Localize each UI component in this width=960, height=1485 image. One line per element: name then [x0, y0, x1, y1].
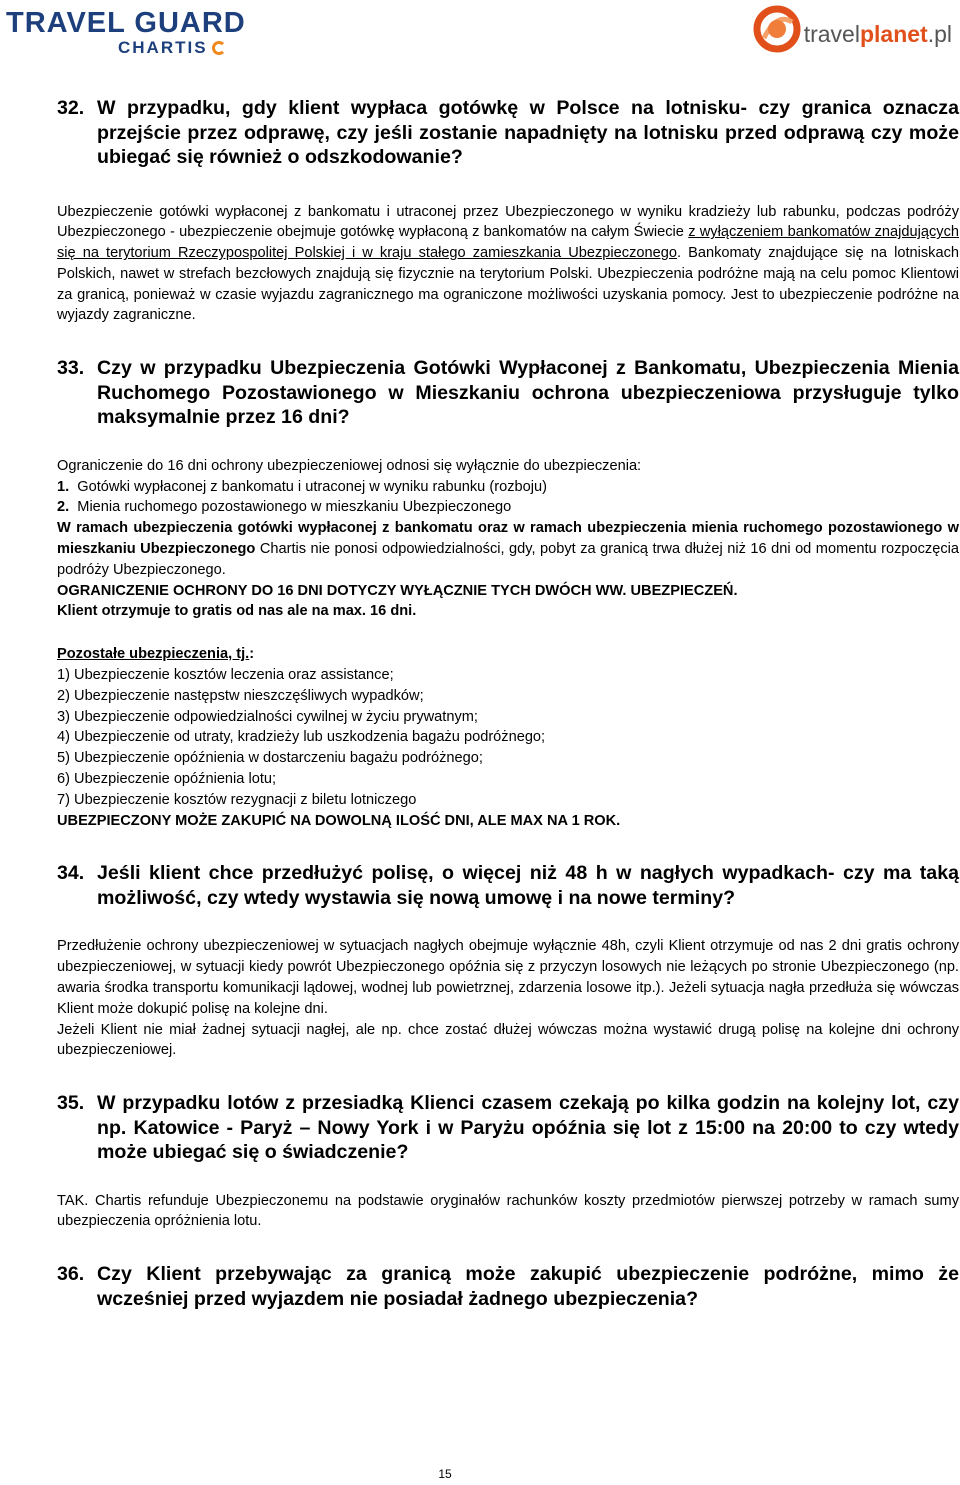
travelplanet-swirl-icon — [752, 4, 802, 54]
question-35 — [57, 1091, 959, 1165]
list-text: Gotówki wypłaconej z bankomatu i utraconej w wyniku rabunku (rozboju) — [77, 478, 547, 495]
heading-text: Pozostałe ubezpieczenia, tj. — [57, 646, 250, 663]
answer-bold-text: W ramach ubezpieczenia gotówki wypłaconej z bankomatu oraz w ramach ubezpieczenia mienia ruchomego pozostawionego w mieszkaniu Ubezpieczonego — [57, 520, 959, 557]
answer-35: TAK. Chartis refunduje Ubezpieczonemu na podstawie oryginałów rachunków koszty przedmiotów pierwszej potrzeby w ramach sumy ubezpieczenia opróżnienia lotu. — [57, 1192, 959, 1230]
question-text: Jeśli klient chce przedłużyć polisę, o więcej niż 48 h w nagłych wypadkach- czy ma taką możliwość, czy wtedy wystawia się nową umowę i na nowe terminy? — [97, 862, 959, 909]
travelplanet-accent: planet — [859, 20, 928, 47]
heading-colon: : — [249, 646, 255, 663]
travel-guard-title: TRAVEL GUARD — [6, 7, 246, 39]
answer-33-main — [57, 518, 959, 580]
caps-limitation-line: OGRANICZENIE OCHRONY DO 16 DNI DOTYCZY WYŁĄCZNIE TYCH DWÓCH WW. UBEZPIECZEŃ. — [57, 582, 738, 599]
page-header — [0, 0, 960, 60]
answer-text: Ubezpieczenie gotówki wypłaconej z bankomatu i utraconej przez Ubezpieczonego w wyniku kradzieży lub rabunku, podczas podróży Ubezpieczonego - ubezpieczenie obejmuje gotówkę wypłaconą z bankomatów na całym Świecie — [57, 203, 959, 241]
answer-text: . Bankomaty znajdujące się na lotniskach Polskich, nawet w strefach bezcłowych znajdują się fizycznie na terytorium Polski. Ubezpieczenia podróżne mają na celu pomoc Klientowi za granicą, ponieważ w czasie wyjazdu zagranicznego ma ograniczone możliwości uzyskania pomocy. Jest to ubezpieczenie podróżne na wyjazdy zagraniczne. — [57, 245, 959, 324]
travelplanet-suffix: .pl — [927, 20, 952, 47]
question-32 — [57, 96, 959, 170]
other-insurance-item: 6) Ubezpieczenie opóźnienia lotu; — [57, 770, 277, 787]
travelplanet-logo — [752, 4, 952, 54]
list-item — [57, 497, 959, 518]
answer-intro: Ograniczenie do 16 dni ochrony ubezpieczeniowej odnosi się wyłącznie do ubezpieczenia: — [57, 457, 642, 474]
question-number: 36. — [57, 1263, 85, 1286]
other-insurances-heading — [57, 644, 959, 665]
other-insurance-item: 4) Ubezpieczenie od utraty, kradzieży lub uszkodzenia bagażu podróżnego; — [57, 729, 546, 746]
question-36 — [57, 1262, 959, 1311]
closing-caps-line: UBEZPIECZONY MOŻE ZAKUPIĆ NA DOWOLNĄ ILOŚĆ DNI, ALE MAX NA 1 ROK. — [57, 812, 621, 829]
answer-34-paragraph-1: Przedłużenie ochrony ubezpieczeniowej w sytuacjach nagłych obejmuje wyłącznie 48h, czyli Klient otrzymuje od nas 2 dni gratis ochrony ubezpieczeniowej, w sytuacji kiedy powrót Ubezpieczonego opóźnia się z przyczyn losowych nie leżących po stronie Ubezpieczonego (np. awaria środka transportu komunikacji lądowej, wodnej lub powietrznej, zdarzenia losowe itp.). Jeżeli sytuacja nagła przedłuża się wówczas Klient może dokupić polisę na kolejne dni. — [57, 938, 959, 1017]
question-number: 33. — [57, 357, 85, 380]
chartis-label: CHARTIS — [118, 38, 208, 57]
document-body — [57, 96, 959, 1311]
other-insurances-list — [57, 665, 959, 811]
question-34 — [57, 861, 959, 910]
travelplanet-wordmark — [804, 21, 952, 48]
answer-text: Chartis nie ponosi odpowiedzialności, gdy, pobyt za granicą trwa dłużej niż 16 dni od momentu rozpoczęcia podróży Ubezpieczonego. — [57, 540, 960, 578]
list-text: Mienia ruchomego pozostawionego w mieszkaniu Ubezpieczonego — [77, 499, 512, 516]
question-number: 34. — [57, 862, 85, 885]
chartis-c-icon — [212, 41, 226, 55]
chartis-subtitle — [118, 38, 246, 58]
list-item — [57, 477, 959, 498]
question-text: W przypadku, gdy klient wypłaca gotówkę w Polsce na lotnisku- czy granica oznacza przejście przez odprawę, czy jeśli zostanie napadnięty na lotnisku przed odprawą czy może ubiegać się również o odszkodowanie? — [97, 97, 959, 168]
page-number: 15 — [438, 1467, 452, 1481]
question-text: Czy Klient przebywając za granicą może zakupić ubezpieczenie podróżne, mimo że wcześniej przed wyjazdem nie posiadał żadnego ubezpieczenia? — [97, 1263, 959, 1310]
question-number: 35. — [57, 1092, 85, 1115]
question-number: 32. — [57, 97, 85, 119]
list-number: 1. — [57, 478, 70, 495]
list-number: 2. — [57, 499, 70, 516]
answer-32 — [57, 202, 959, 327]
other-insurance-item: 2) Ubezpieczenie następstw nieszczęśliwych wypadków; — [57, 687, 424, 704]
answer-34-paragraph-2: Jeżeli Klient nie miał żadnej sytuacji nagłej, ale np. chce zostać dłużej wówczas można wystawić drugą polisę na kolejne dni ochrony ubezpieczeniowej. — [57, 1021, 959, 1059]
travelplanet-prefix: travel — [803, 20, 860, 47]
other-insurance-item: 1) Ubezpieczenie kosztów leczenia oraz assistance; — [57, 666, 394, 683]
answer-underlined-text: z wyłączeniem bankomatów znajdujących się na terytorium Rzeczypospolitej Polskiej i w kraju stałego zamieszkania Ubezpieczonego — [57, 224, 959, 262]
other-insurance-item: 7) Ubezpieczenie kosztów rezygnacji z biletu lotniczego — [57, 791, 417, 808]
other-insurance-item: 3) Ubezpieczenie odpowiedzialności cywilnej w życiu prywatnym; — [57, 708, 478, 725]
travel-guard-logo — [6, 8, 246, 58]
question-text: W przypadku lotów z przesiadką Klienci czasem czekają po kilka godzin na kolejny lot, czy np. Katowice - Paryż – Nowy York i w Paryżu opóźnia się lot z 15:00 na 20:00 to czy wtedy może ubiegać się o świadczenie? — [97, 1092, 959, 1164]
question-text: Czy w przypadku Ubezpieczenia Gotówki Wypłaconej z Bankomatu, Ubezpieczenia Mienia Ruchomego Pozostawionego w Mieszkaniu ochrona ubezpieczeniowa przysługuje tylko maksymalnie przez 16 dni? — [97, 357, 959, 429]
gratis-line: Klient otrzymuje to gratis od nas ale na max. 16 dni. — [57, 603, 417, 620]
question-33 — [57, 356, 959, 430]
other-insurance-item: 5) Ubezpieczenie opóźnienia w dostarczeniu bagażu podróżnego; — [57, 750, 483, 767]
